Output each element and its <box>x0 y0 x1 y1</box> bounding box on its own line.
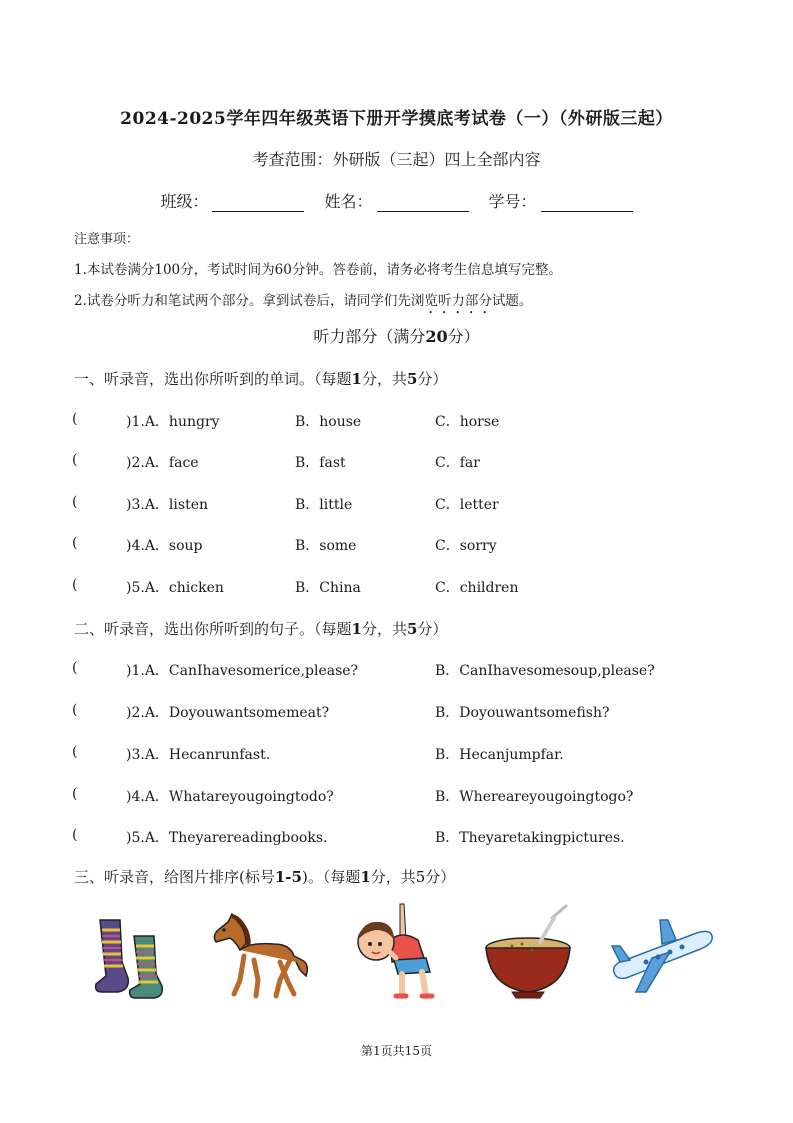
answer-paren[interactable]: ( <box>72 744 78 760</box>
airplane-icon <box>612 920 712 992</box>
option-b: B．Hecanjumpfar. <box>435 747 564 763</box>
answer-paren[interactable]: ( <box>72 452 78 468</box>
q2-row-1 <box>72 660 732 680</box>
q1-row-2 <box>72 452 732 472</box>
student-info-row <box>0 189 793 212</box>
option-b: B．China <box>295 580 361 596</box>
note-1: 1.本试卷满分100分，考试时间为60分钟。答卷前，请务必将考生信息填写完整。 <box>74 262 562 278</box>
section-2-n1: 1 <box>351 620 362 638</box>
option-b: B．little <box>295 497 353 513</box>
exercise-girl-picture <box>348 900 442 1004</box>
page-footer: 第1页共15页 <box>361 1044 432 1058</box>
soup-bowl-icon <box>486 906 570 998</box>
section-1-post: 分） <box>417 370 448 388</box>
part-title-num: 20 <box>425 327 448 346</box>
answer-paren[interactable]: ( <box>72 786 78 802</box>
q1-row-1 <box>72 411 732 431</box>
answer-paren[interactable]: ( <box>72 494 78 510</box>
class-blank[interactable] <box>212 193 304 212</box>
option-b: B．some <box>295 538 357 554</box>
section-1-heading <box>74 368 447 389</box>
soup-picture <box>482 900 576 1004</box>
id-blank[interactable] <box>541 193 633 212</box>
option-b: B．Theyaretakingpictures. <box>435 830 625 846</box>
section-2-heading <box>74 618 447 639</box>
option-a: )4.A．soup <box>126 538 203 554</box>
section-1-n2: 5 <box>406 370 418 388</box>
option-b: B．CanIhavesomesoup,please? <box>435 663 655 679</box>
option-a: )1.A．hungry <box>126 414 220 430</box>
section-3-heading <box>74 866 455 887</box>
q2-row-5 <box>72 827 732 847</box>
horse-icon <box>214 914 307 996</box>
section-1-mid: 分，共 <box>361 370 407 388</box>
listening-part-title <box>0 324 793 347</box>
airplane-picture <box>606 900 718 1004</box>
socks-picture <box>90 900 172 1004</box>
option-c: C．far <box>435 455 480 471</box>
section-3-n2: 1 <box>360 868 371 886</box>
note-2 <box>74 289 532 317</box>
option-c: C．horse <box>435 414 500 430</box>
q2-row-2 <box>72 702 732 722</box>
option-c: C．sorry <box>435 538 497 554</box>
option-a: )2.A．Doyouwantsomemeat? <box>126 705 330 721</box>
section-2-n2: 5 <box>406 620 418 638</box>
option-a: )2.A．face <box>126 455 199 471</box>
section-2-post: 分） <box>417 620 448 638</box>
q1-row-4 <box>72 535 732 555</box>
answer-paren[interactable]: ( <box>72 577 78 593</box>
answer-paren[interactable]: ( <box>72 827 78 843</box>
section-3-n1: 1-5 <box>274 868 302 886</box>
section-3-text: 三、听录音，给图片排序(标号 <box>74 868 275 886</box>
q1-row-3 <box>72 494 732 514</box>
option-c: C．letter <box>435 497 499 513</box>
girl-stretching-icon <box>358 904 432 996</box>
id-label: 学号： <box>488 192 537 211</box>
class-field <box>160 189 304 212</box>
note-2-pre: 2.试卷分听力和笔试两个部分。拿到试卷后，请同学们先浏 <box>74 293 425 309</box>
exam-subtitle: 考查范围：外研版（三起）四上全部内容 <box>252 150 541 169</box>
answer-paren[interactable]: ( <box>72 411 78 427</box>
q2-row-4 <box>72 786 732 806</box>
option-a: )5.A．chicken <box>126 580 224 596</box>
socks-icon <box>96 920 163 998</box>
section-3-post: 分，共5分） <box>370 868 456 886</box>
option-b: B．Whereareyougoingtogo? <box>435 789 634 805</box>
part-title-post: 分） <box>447 327 480 346</box>
exam-title: 2024-2025学年四年级英语下册开学摸底考试卷（一）（外研版三起） <box>120 109 673 129</box>
option-a: )5.A．Theyarereadingbooks. <box>126 830 328 846</box>
option-b: B．house <box>295 414 362 430</box>
option-b: B．Doyouwantsomefish? <box>435 705 610 721</box>
notes-heading: 注意事项： <box>74 232 140 247</box>
option-a: )1.A．CanIhavesomerice,please? <box>126 663 359 679</box>
option-a: )4.A．Whatareyougoingtodo? <box>126 789 334 805</box>
section-1-n1: 1 <box>351 370 362 388</box>
note-2-emphasis: 览听力部分 <box>424 293 492 309</box>
horse-picture <box>210 900 314 1004</box>
answer-paren[interactable]: ( <box>72 702 78 718</box>
answer-paren[interactable]: ( <box>72 535 78 551</box>
option-c: C．children <box>435 580 519 596</box>
name-blank[interactable] <box>377 193 469 212</box>
name-label: 姓名： <box>324 192 373 211</box>
note-2-post: 试题。 <box>491 293 533 309</box>
option-a: )3.A．Hecanrunfast. <box>126 747 271 763</box>
id-field <box>489 189 633 212</box>
section-2-text: 二、听录音，选出你所听到的句子。（每题 <box>74 620 352 638</box>
name-field <box>324 189 468 212</box>
option-a: )3.A．listen <box>126 497 208 513</box>
section-2-mid: 分，共 <box>361 620 407 638</box>
answer-paren[interactable]: ( <box>72 660 78 676</box>
q2-row-3 <box>72 744 732 764</box>
part-title-pre: 听力部分（满分 <box>313 327 426 346</box>
option-b: B．fast <box>295 455 346 471</box>
class-label: 班级： <box>160 192 209 211</box>
section-1-text: 一、听录音，选出你所听到的单词。（每题 <box>74 370 352 388</box>
q1-row-5 <box>72 577 732 597</box>
section-3-mid: )。（每题 <box>301 868 361 886</box>
